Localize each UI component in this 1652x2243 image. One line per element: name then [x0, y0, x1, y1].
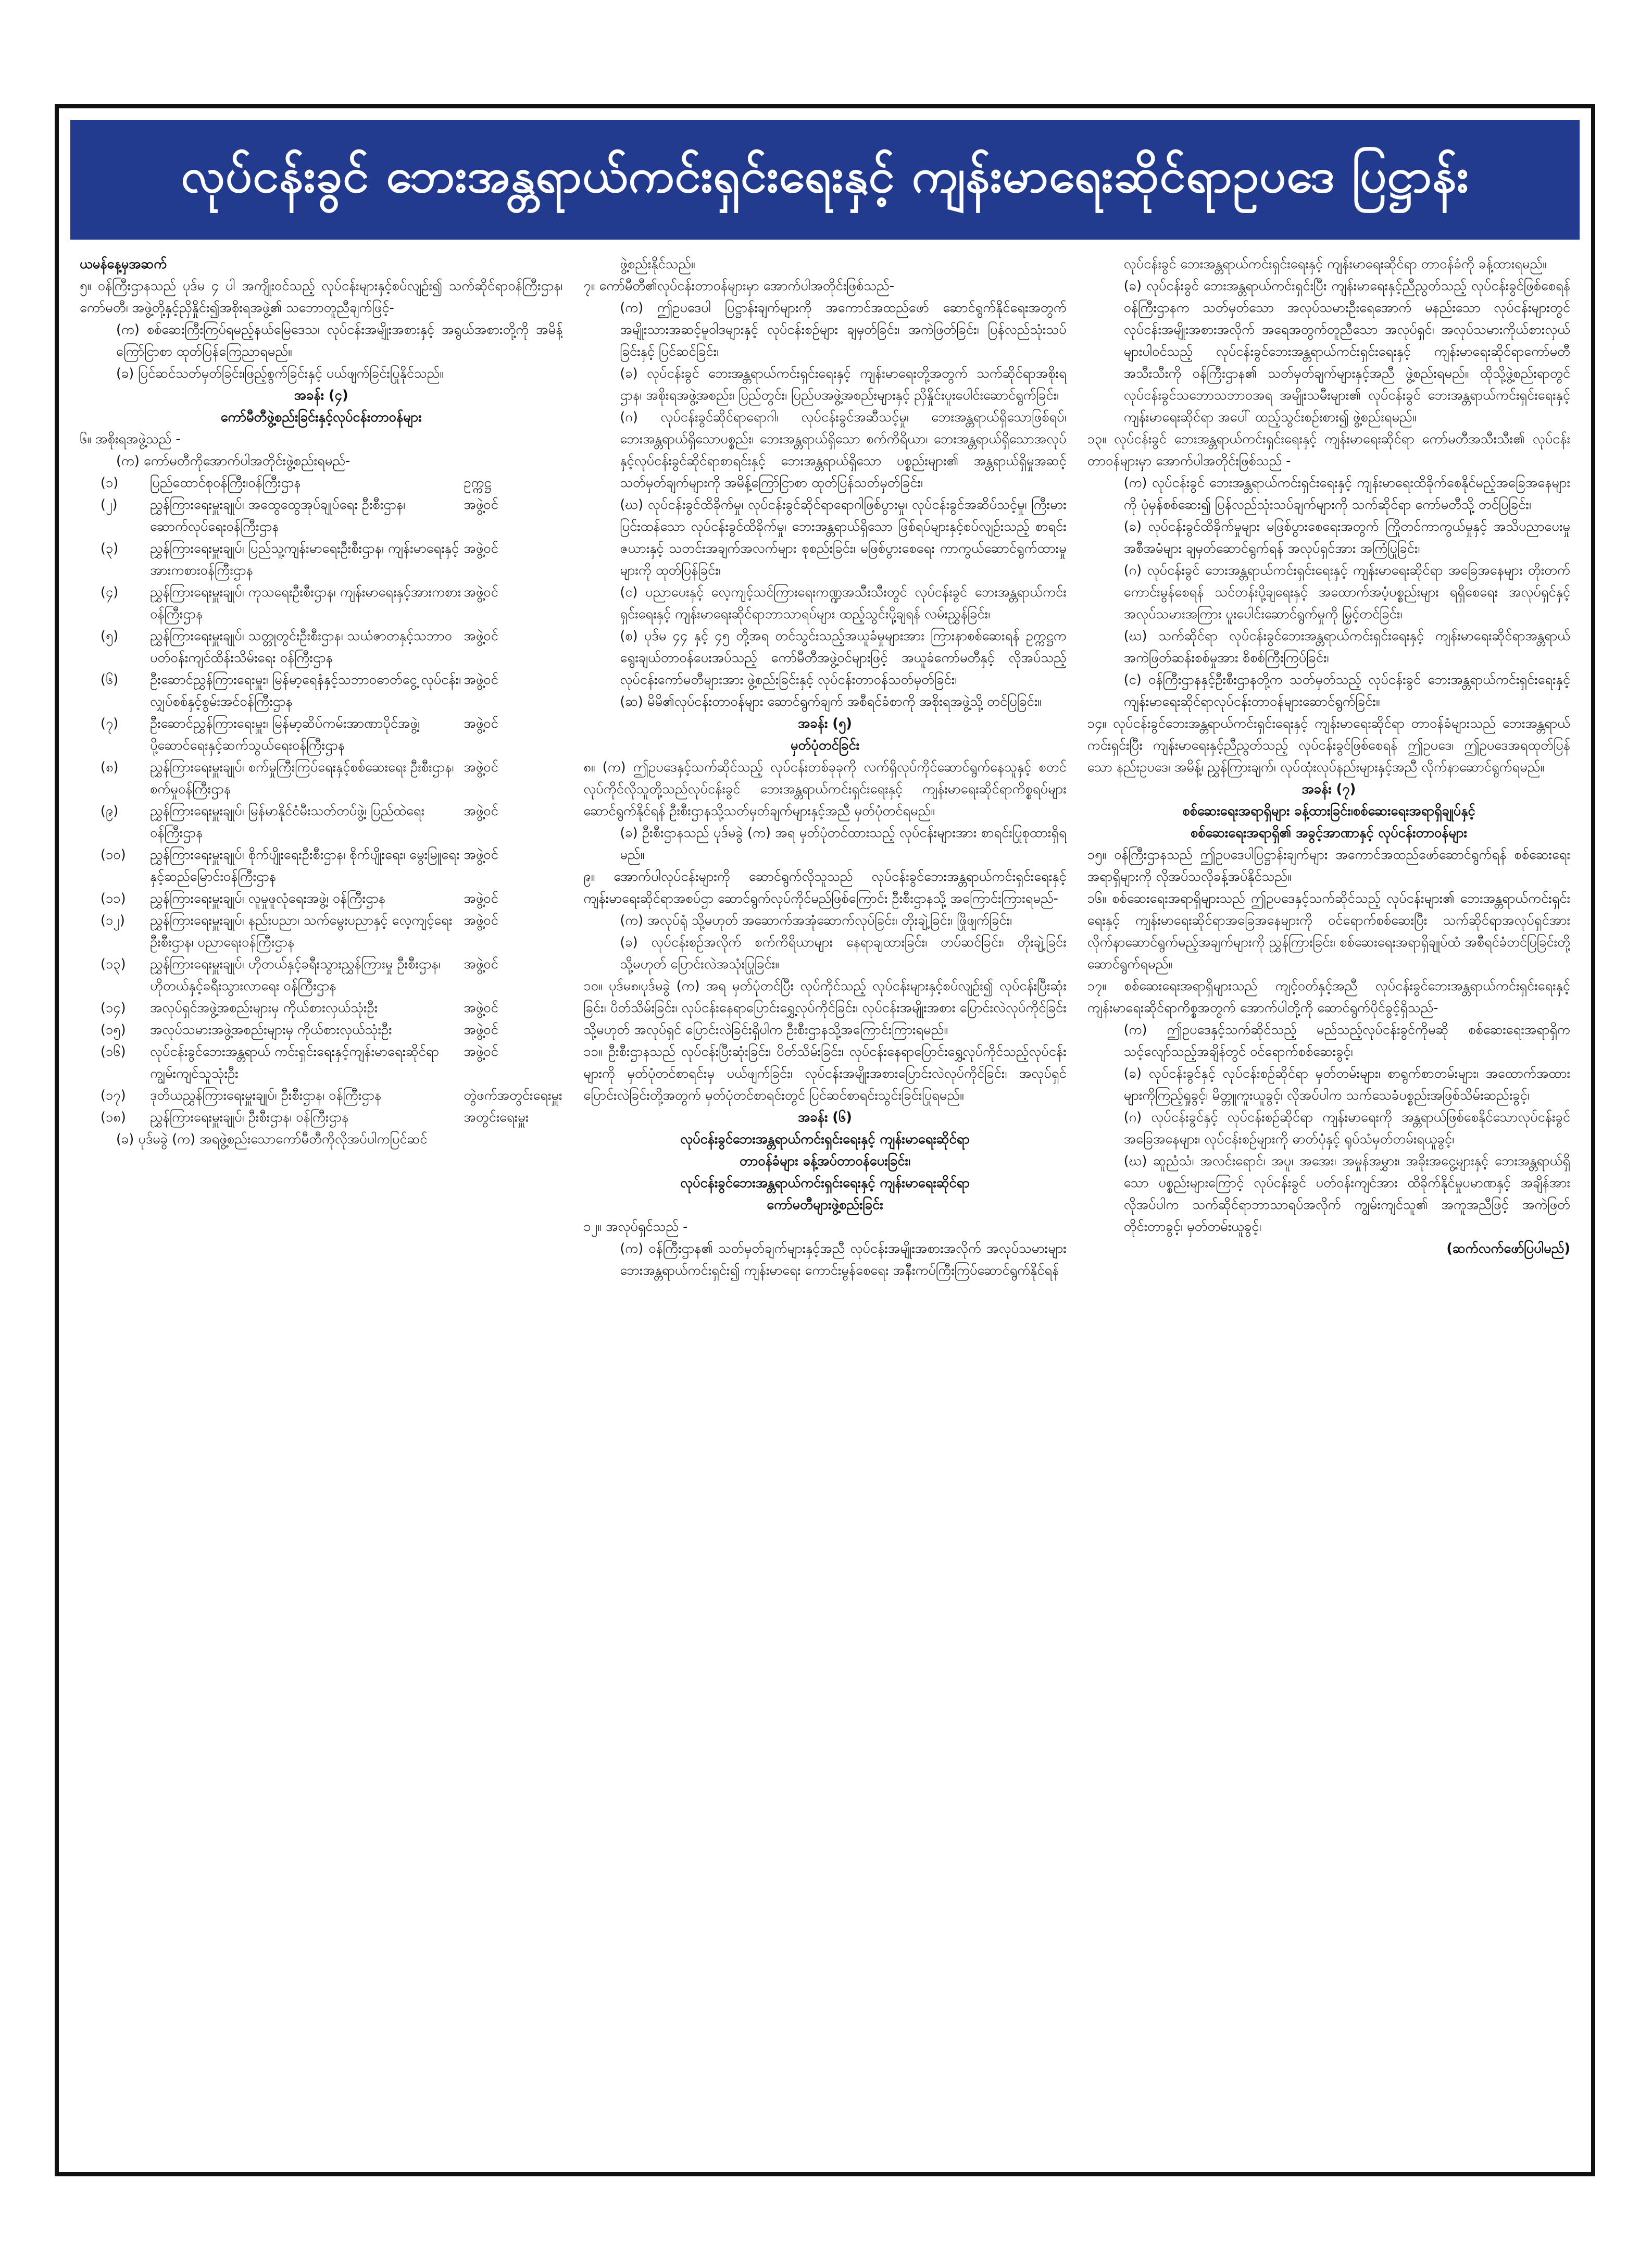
member-name: ညွှန်ကြားရေးမှူးချုပ်၊ စိုက်ပျိုးရေးဦးစီးဌာန၊ စိုက်ပျိုးရေး၊ မွေးမြူရေးနှင့်ဆည်မြောင်းဝန်ကြီးဌာန	[150, 847, 460, 884]
member-row	[80, 625, 562, 669]
member-number: (၁)	[101, 475, 119, 491]
section-14: ၁၄။ လုပ်ငန်းခွင်ဘေးအန္တရာယ်ကင်းရှင်းရေးနှင့် ကျန်းမာရေးဆိုင်ရာ တာဝန်ခံများသည် ဘေးအန္တရာယ်ကင်းရှင်းပြီး ကျန်းမာရေးနှင့်ညီညွတ်သည့် လုပ်ငန်းခွင်ဖြစ်စေရန် ဤဥပဒေ၊ ဤဥပဒေအရထုတ်ပြန်သော နည်းဥပဒေ၊ အမိန့်၊ ညွှန်ကြားချက်၊ လုပ်ထုံးလုပ်နည်းများနှင့်အညီ လိုက်နာဆောင်ရွက်ရမည်။	[1087, 716, 1570, 775]
member-role: အဖွဲ့ဝင်	[464, 672, 498, 688]
member-name: ဒုတိယညွှန်ကြားရေးမှူးချုပ်၊ ဦးစီးဌာန၊ ဝန်ကြီးဌာန	[150, 1088, 382, 1103]
member-name: ညွှန်ကြားရေးမှူးချုပ်၊ ကုသရေးဦးစီးဌာန၊ ကျန်းမာရေးနှင့်အားကစားဝန်ကြီးဌာန	[150, 584, 461, 622]
section-7a: (က) ဤဥပဒေပါ ပြဋ္ဌာန်းချက်များကို အကောင်အထည်ဖော် ဆောင်ရွက်နိုင်ရေးအတွက် အမျိုးသားအဆင့်မူဝါဒများနှင့် လုပ်ငန်းစဉ်များ ချမှတ်ခြင်း၊ အကဲဖြတ်ခြင်း၊ ပြန်လည်သုံးသပ်ခြင်းနှင့် ပြင်ဆင်ခြင်း၊	[620, 300, 1067, 359]
member-number: (၇)	[101, 716, 119, 731]
section-13: ၁၃။ လုပ်ငန်းခွင် ဘေးအန္တရာယ်ကင်းရှင်းရေးနှင့် ကျန်းမာရေးဆိုင်ရာ ကော်မတီအသီးသီး၏ လုပ်ငန်းတာဝန်များမှာ အောက်ပါအတိုင်းဖြစ်သည် -	[1087, 431, 1570, 469]
member-number: (၉)	[101, 803, 119, 819]
chapter-4-subtitle: ကော်မီတီဖွဲ့စည်းခြင်းနှင့်လုပ်ငန်းတာဝန်များ	[220, 409, 422, 425]
member-number: (၂)	[101, 497, 118, 513]
member-name: အလုပ်သမားအဖွဲ့အစည်းများမှ ကိုယ်စားလှယ်သုံးဦး	[150, 1022, 392, 1038]
member-role: အဖွဲ့ဝင်	[464, 847, 498, 863]
chapter-7-subtitle-2: စစ်ဆေးရေးအရာရှိ၏ အခွင့်အာဏာနှင့် လုပ်ငန်းတာဝန်များ	[1190, 825, 1467, 841]
section-13c: (ဂ) လုပ်ငန်းခွင် ဘေးအန္တရာယ်ကင်းရှင်းရေးနှင့် ကျန်းမာရေးဆိုင်ရာ အခြေအနေများ တိုးတက်ကောင်းမွန်စေရန် သင်တန်းပို့ချရေးနှင့် အထောက်အပံ့ပစ္စည်းများ ရရှိစေရေး အလုပ်ရှင်နှင့် အလုပ်သမားအကြား ပူးပေါင်းဆောင်ရွက်မှုကို မြှင့်တင်ခြင်း၊	[1123, 563, 1570, 622]
member-row	[80, 800, 562, 844]
member-name: ဦးဆောင်ညွှန်ကြားရေးမှူး၊ မြန်မာ့ဆိပ်ကမ်းအာဏာပိုင်အဖွဲ့၊ ပို့ဆောင်ရေးနှင့်ဆက်သွယ်ရေးဝန်ကြီးဌာန	[150, 716, 420, 753]
member-row	[80, 581, 562, 625]
committee-member-list	[80, 472, 562, 1128]
chapter-6-title: အခန်း (၆)	[798, 1110, 852, 1125]
member-name: အလုပ်ရှင်အဖွဲ့အစည်းများမှ ကိုယ်စားလှယ်သုံးဦး	[150, 1000, 378, 1016]
member-name: ညွှန်ကြားရေးမှူးချုပ်၊ စက်မှုကြီးကြပ်ရေးနှင့်စစ်ဆေးရေး ဦးစီးဌာန၊ စက်မှုဝန်ကြီးဌာန	[150, 759, 454, 797]
member-role: အဖွဲ့ဝင်	[464, 628, 498, 644]
member-role: အဖွဲ့ဝင်	[464, 759, 498, 775]
member-number: (၁၃)	[101, 956, 126, 972]
member-number: (၁၂)	[101, 913, 125, 928]
headline-banner	[70, 120, 1580, 240]
member-role: အဖွဲ့ဝင်	[464, 891, 498, 906]
section-7b: (ခ) လုပ်ငန်းခွင် ဘေးအန္တရာယ်ကင်းရှင်းရေးနှင့် ကျန်းမာရေးတို့အတွက် သက်ဆိုင်ရာအစိုးရဌာန၊ အစိုးရအဖွဲ့အစည်း၊ ပြည်တွင်း၊ ပြည်ပအဖွဲ့အစည်းများနှင့် ညှိနှိုင်းပူးပေါင်းဆောင်ရွက်ခြင်း၊	[620, 366, 1067, 403]
section-10: ၁၀။ ပုဒ်မ၈၊ပုဒ်မခွဲ (က) အရ မှတ်ပုံတင်ပြီး လုပ်ကိုင်သည့် လုပ်ငန်းများနှင့်စပ်လျဉ်း၍ လုပ်ငန်းပြီးဆုံးခြင်း၊ ပိတ်သိမ်းခြင်း၊ လုပ်ငန်းနေရာပြောင်းရွှေ့လုပ်ကိုင်ခြင်း၊ လုပ်ငန်းအမျိုးအစား ပြောင်းလဲလုပ်ကိုင်ခြင်း သို့မဟုတ် အလုပ်ရှင် ပြောင်းလဲခြင်းရှိပါက ဦးစီးဌာနသို့အကြောင်းကြားရမည်။	[583, 978, 1067, 1038]
section-13e: (င) ဝန်ကြီးဌာနနှင့်ဦးစီးဌာနတို့က သတ်မှတ်သည့် လုပ်ငန်းခွင် ဘေးအန္တရာယ်ကင်းရှင်းရေးနှင့် ကျန်းမာရေးဆိုင်ရာလုပ်ငန်းတာဝန်များဆောင်ရွက်ခြင်း။	[1123, 672, 1570, 709]
section-12b: (ခ) လုပ်ငန်းခွင် ဘေးအန္တရာယ်ကင်းရှင်းပြီး ကျန်းမာရေးနှင့်ညီညွတ်သည့် လုပ်ငန်းခွင်ဖြစ်စေရန် ဝန်ကြီးဌာနက သတ်မှတ်သော အလုပ်သမားဦးရေအောက် မနည်းသော လုပ်ငန်းများတွင် လုပ်ငန်းအမျိုးအစားအလိုက် အရေအတွက်တူညီသော အလုပ်ရှင်၊ အလုပ်သမားကိုယ်စားလှယ်များပါဝင်သည့် လုပ်ငန်းခွင်ဘေးအန္တရာယ်ကင်းရှင်းရေးနှင့် ကျန်းမာရေးဆိုင်ရာကော်မတီအသီးသီးကို ဝန်ကြီးဌာန၏ သတ်မှတ်ချက်များနှင့်အညီ ဖွဲ့စည်းရမည်။ ထိုသို့ဖွဲ့စည်းရာတွင် လုပ်ငန်းခွင်သဘောသဘာဝအရ အမျိုးသမီးများ၏ လုပ်ငန်းခွင် ဘေးအန္တရာယ်ကင်းရှင်းရေးနှင့် ကျန်းမာရေးဆိုင်ရာ အပေါ် ထည့်သွင်းစဉ်းစား၍ ဖွဲ့စည်းရမည်။	[1123, 278, 1570, 425]
member-role: အဖွဲ့ဝင်	[464, 1044, 498, 1060]
member-row	[80, 844, 562, 888]
member-number: (၅)	[101, 628, 119, 644]
section-6b-continued: ဖွဲ့စည်းနိုင်သည်။	[620, 256, 695, 272]
section-13a: (က) လုပ်ငန်းခွင် ဘေးအန္တရာယ်ကင်းရှင်းရေးနှင့် ကျန်းမာရေးထိခိုက်စေနိုင်မည့်အခြေအနေများကို ပုံမှန်စစ်ဆေး၍ ပြန်လည်သုံးသပ်ချက်များကို သက်ဆိုင်ရာ ကော်မတီသို့ တင်ပြခြင်း၊	[1123, 475, 1570, 513]
member-role: အဖွဲ့ဝင်	[464, 956, 498, 972]
section-7f: (စ) ပုဒ်မ ၄၄ နှင့် ၄၅ တို့အရ တင်သွင်းသည့်အယူခံမှုများအား ကြားနာစစ်ဆေးရန် ဥက္ကဋ္ဌက ရွေးချယ်တာဝန်ပေးအပ်သည့် ကော်မီတီအဖွဲ့ဝင်များဖြင့် အယူခံကော်မတီနှင့် လိုအပ်သည့်လုပ်ငန်းကော်မတီများအား ဖွဲ့စည်းခြင်းနှင့် လုပ်ငန်းတာဝန်သတ်မှတ်ခြင်း၊	[620, 628, 1067, 688]
member-role: အဖွဲ့ဝင်	[464, 1000, 498, 1016]
section-17: ၁၇။ စစ်ဆေးရေးအရာရှိများသည် ကျင့်ဝတ်နှင့်အညီ လုပ်ငန်းခွင်ဘေးအန္တရာယ်ကင်းရှင်းရေးနှင့် ကျန်းမာရေးဆိုင်ရာကိစ္စအတွက် အောက်ပါတို့ကို ဆောင်ရွက်ပိုင်ခွင့်ရှိသည်-	[1087, 978, 1570, 1016]
chapter-6-subtitle-4: ကော်မတီများဖွဲ့စည်းခြင်း	[767, 1197, 883, 1213]
member-name: ညွှန်ကြားရေးမှူးချုပ်၊ ဟိုတယ်နှင့်ခရီးသွားညွှန်ကြားမှု ဦးစီးဌာန၊ ဟိုတယ်နှင့်ခရီးသွားလာရေး ဝန်ကြီးဌာန	[150, 956, 441, 994]
section-7c: (ဂ) လုပ်ငန်းခွင်ဆိုင်ရာရောဂါ၊ လုပ်ငန်းခွင်အဆီသင့်မှု၊ ဘေးအန္တရာယ်ရှိသောဖြစ်ရပ်၊ ဘေးအန္တရာယ်ရှိသောပစ္စည်း၊ ဘေးအန္တရာယ်ရှိသော စက်ကိရိယာ၊ ဘေးအန္တရာယ်ရှိသောအလုပ်နှင့်လုပ်ငန်းခွင်ဆိုင်ရာစာရင်းနှင့် ဘေးအန္တရာယ်ရှိသော ပစ္စည်းများ၏ အန္တရာယ်ရှိမှုအဆင့် သတ်မှတ်ချက်များကို အမိန့်ကြော်ငြာစာ ထုတ်ပြန်သတ်မှတ်ခြင်း၊	[620, 409, 1067, 491]
section-8b: (ခ) ဦးစီးဌာနသည် ပုဒ်မခွဲ (က) အရ မှတ်ပုံတင်ထားသည့် လုပ်ငန်းများအား စာရင်းပြုစုထားရှိရမည်။	[620, 825, 1067, 863]
member-name: ညွှန်ကြားရေးမှူးချုပ်၊ ပြည်သူ့ကျန်းမာရေးဦးစီးဌာန၊ ကျန်းမာရေးနှင့်အားကစားဝန်ကြီးဌာန	[150, 541, 459, 578]
section-6a: (က) ကော်မတီကိုအောက်ပါအတိုင်းဖွဲ့စည်းရမည်-	[116, 453, 351, 469]
member-number: (၁၀)	[101, 847, 126, 863]
section-5a: (က) စစ်ဆေးကြီးကြပ်ရမည့်နယ်မြေဒေသ၊ လုပ်ငန်းအမျိုးအစားနှင့် အရွယ်အစားတို့ကို အမိန့်ကြော်ငြာစာ ထုတ်ပြန်ကြေညာရမည်။	[116, 322, 563, 359]
section-7d: (ဃ) လုပ်ငန်းခွင်ထိခိုက်မှု၊ လုပ်ငန်းခွင်ဆိုင်ရာရောဂါဖြစ်ပွားမှု၊ လုပ်ငန်းခွင်အဆိပ်သင့်မှု၊ ကြီးမားပြင်းထန်သော လုပ်ငန်းခွင်ထိခိုက်မှု၊ ဘေးအန္တရာယ်ရှိသော ဖြစ်ရပ်များနှင့်စပ်လျဉ်းသည့် စာရင်းဇယားနှင့် သတင်းအချက်အလက်များ စုစည်းခြင်း၊ မဖြစ်ပွားစေရေး ကာကွယ်ဆောင်ရွက်ထားမှုများကို ထုတ်ပြန်ခြင်း၊	[620, 497, 1067, 578]
member-role: အဖွဲ့ဝင်	[464, 803, 498, 819]
chapter-6-subtitle-1: လုပ်ငန်းခွင်ဘေးအန္တရာယ်ကင်းရှင်းရေးနှင့် ကျန်းမာရေးဆိုင်ရာ	[680, 1131, 970, 1147]
member-number: (၁၅)	[101, 1022, 126, 1038]
member-number: (၁၇)	[101, 1088, 126, 1103]
member-role: အဖွဲ့ဝင်	[464, 913, 498, 928]
member-role: အဖွဲ့ဝင်	[464, 1022, 498, 1038]
chapter-6-subtitle-2: တာဝန်ခံများ ခန့်အပ်တာဝန်ပေးခြင်း၊	[739, 1153, 911, 1169]
member-name: ပြည်ထောင်စုဝန်ကြီး၊ဝန်ကြီးဌာန	[150, 475, 301, 491]
member-name: လုပ်ငန်းခွင်ဘေးအန္တရာယ် ကင်းရှင်းရေးနှင့်ကျန်းမာရေးဆိုင်ရာ ကျွမ်းကျင်သူသုံးဦး	[150, 1044, 439, 1081]
section-9a: (က) အလုပ်ရုံ သို့မဟုတ် အဆောက်အအုံဆောက်လုပ်ခြင်း၊ တိုးချဲ့ခြင်း၊ ဖြိုဖျက်ခြင်း၊	[620, 913, 1012, 928]
section-13d: (ဃ) သက်ဆိုင်ရာ လုပ်ငန်းခွင်ဘေးအန္တရာယ်ကင်းရှင်းရေးနှင့် ကျန်းမာရေးဆိုင်ရာအန္တရာယ်အကဲဖြတ်ဆန်းစစ်မှုအား စိစစ်ကြီးကြပ်ခြင်း၊	[1123, 628, 1570, 666]
member-row	[80, 756, 562, 800]
member-row	[80, 669, 562, 713]
member-name: ညွှန်ကြားရေးမှူးချုပ်၊ ဦးစီးဌာန၊ ဝန်ကြီးဌာန	[150, 1110, 349, 1125]
member-name: ညွှန်ကြားရေးမှူးချုပ်၊ လူမှုဖူလုံရေးအဖွဲ့၊ ဝန်ကြီးဌာန	[150, 891, 385, 906]
section-9b: (ခ) လုပ်ငန်းစဉ်အလိုက် စက်ကိရိယာများ နေရာချထားခြင်း၊ တပ်ဆင်ခြင်း၊ တိုးချဲ့ခြင်း သို့မဟုတ် ပြောင်းလဲအသုံးပြုခြင်း။	[620, 934, 1067, 972]
member-name: ညွှန်ကြားရေးမှူးချုပ်၊ မြန်မာနိုင်ငံမီးသတ်တပ်ဖွဲ့၊ ပြည်ထဲရေးဝန်ကြီးဌာန	[150, 803, 425, 841]
member-role: အဖွဲ့ဝင်	[464, 584, 498, 600]
member-row	[80, 713, 562, 756]
member-role: အဖွဲ့ဝင်	[464, 716, 498, 731]
member-row	[80, 1085, 562, 1106]
member-number: (၄)	[101, 584, 119, 600]
section-16: ၁၆။ စစ်ဆေးရေးအရာရှိများသည် ဤဥပဒေနှင့်သက်ဆိုင်သည့် လုပ်ငန်းများ၏ ဘေးအန္တရာယ်ကင်းရှင်းရေးနှင့် ကျန်းမာရေးဆိုင်ရာအခြေအနေများကို ဝင်ရောက်စစ်ဆေးပြီး သက်ဆိုင်ရာအလုပ်ရှင်အား လိုက်နာဆောင်ရွက်မည့်အချက်များကို ညွှန်ကြားခြင်း၊ စစ်ဆေးရေးအရာရှိချုပ်ထံ အစီရင်ခံတင်ပြခြင်းတို့ ဆောင်ရွက်ရမည်။	[1087, 891, 1570, 972]
member-number: (၆)	[101, 672, 119, 688]
member-row	[80, 997, 562, 1019]
section-17a: (က) ဤဥပဒေနှင့်သက်ဆိုင်သည့် မည်သည့်လုပ်ငန်းခွင်ကိုမဆို စစ်ဆေးရေးအရာရှိကသင့်လျော်သည့်အချိန်တွင် ဝင်ရောက်စစ်ဆေးခွင့်၊	[1123, 1022, 1570, 1060]
member-name: ညွှန်ကြားရေးမှူးချုပ်၊ သတ္တုတွင်းဦးစီးဌာန၊ သယံဇာတနှင့်သဘာဝပတ်ဝန်းကျင်ထိန်းသိမ်းရေး ဝန်ကြီးဌာန	[150, 628, 452, 666]
page-frame	[55, 104, 1595, 2176]
section-11: ၁၁။ ဦးစီးဌာနသည် လုပ်ငန်းပြီးဆုံးခြင်း၊ ပိတ်သိမ်းခြင်း၊ လုပ်ငန်းနေရာပြောင်းရွှေ့လုပ်ကိုင်သည့်လုပ်ငန်းများကို မှတ်ပုံတင်စာရင်းမှ ပယ်ဖျက်ခြင်း၊ လုပ်ငန်းအမျိုးအစားပြောင်းလဲလုပ်ကိုင်ခြင်း၊ အလုပ်ရှင်ပြောင်းလဲခြင်းတို့အတွက် မှတ်ပုံတင်စာရင်းတွင် ပြင်ဆင်စာရင်းသွင်းခြင်းပြုရမည်။	[583, 1044, 1067, 1103]
member-role: တွဲဖက်အတွင်းရေးမှူး	[464, 1088, 562, 1103]
member-number: (၁၁)	[101, 891, 126, 906]
section-17b: (ခ) လုပ်ငန်းခွင်နှင့် လုပ်ငန်းစဉ်ဆိုင်ရာ မှတ်တမ်းများ၊ စာရွက်စာတမ်းများ၊ အထောက်အထားများကိုကြည့်ရှုခွင့်၊ မိတ္တူကူးယူခွင့်၊ လိုအပ်ပါက သက်သေခံပစ္စည်းအဖြစ်သိမ်းဆည်းခွင့်၊	[1123, 1066, 1570, 1103]
column-1	[80, 253, 562, 2157]
section-17d: (ဃ) ဆူညံသံ၊ အလင်းရောင်၊ အပူ၊ အအေး၊ အမှုန်အမွှား၊ အခိုးအငွေ့များနှင့် ဘေးအန္တရာယ်ရှိသော ပစ္စည်းများကြောင့် လုပ်ငန်းခွင် ပတ်ဝန်းကျင်အား ထိခိုက်နိုင်မှုပမာဏနှင့် အချိန်အား လိုအပ်ပါက သက်ဆိုင်ရာဘာသာရပ်အလိုက် ကျွမ်းကျင်သူ၏ အကူအညီဖြင့် အကဲဖြတ်တိုင်းတာခွင့်၊ မှတ်တမ်းယူခွင့်၊	[1123, 1153, 1570, 1235]
member-name: ညွှန်ကြားရေးမှူးချုပ်၊ အထွေထွေအုပ်ချုပ်ရေး ဦးစီးဌာန၊ ဆောက်လုပ်ရေးဝန်ကြီးဌာန	[150, 497, 406, 534]
section-12a: (က) ဝန်ကြီးဌာန၏ သတ်မှတ်ချက်များနှင့်အညီ လုပ်ငန်းအမျိုးအစားအလိုက် အလုပ်သမားများ ဘေးအန္တရာယ်ကင်းရှင်း၍ ကျန်းမာရေး ကောင်းမွန်စေရေး အနီးကပ်ကြီးကြပ်ဆောင်ရွက်နိုင်ရန်	[620, 1241, 1067, 1278]
chapter-6-subtitle-3: လုပ်ငန်းခွင်ဘေးအန္တရာယ်ကင်းရှင်းရေးနှင့် ကျန်းမာရေးဆိုင်ရာ	[680, 1175, 970, 1191]
member-name: ညွှန်ကြားရေးမှူးချုပ်၊ နည်းပညာ၊ သက်မွေးပညာနှင့် လေ့ကျင့်ရေးဦးစီးဌာန၊ ပညာရေးဝန်ကြီးဌာန	[150, 913, 453, 950]
member-name: ဦးဆောင်ညွှန်ကြားရေးမှူး၊ မြန်မာ့ရေနံနှင့်သဘာဝဓာတ်ငွေ့ လုပ်ငန်း၊ လျှပ်စစ်နှင့်စွမ်းအင်ဝန်ကြီးဌာန	[150, 672, 461, 709]
section-5: ၅။ ဝန်ကြီးဌာနသည် ပုဒ်မ ၄ ပါ အကျိုးဝင်သည့် လုပ်ငန်းများနှင့်စပ်လျဉ်း၍ သက်ဆိုင်ရာဝန်ကြီးဌာန၊ ကော်မတီ၊ အဖွဲ့တို့နှင့်ညှိနှိုင်း၍အစိုးရအဖွဲ့၏ သဘောတူညီချက်ဖြင့်-	[80, 278, 563, 316]
member-row	[80, 953, 562, 997]
section-7: ၇။ ကော်မီတီ၏လုပ်ငန်းတာဝန်များမှာ အောက်ပါအတိုင်းဖြစ်သည်-	[583, 278, 894, 294]
section-7e: (င) ပညာပေးနှင့် လေ့ကျင့်သင်ကြားရေးကဏ္ဍအသီးသီးတွင် လုပ်ငန်းခွင် ဘေးအန္တရာယ်ကင်းရှင်းရေးနှင့် ကျန်းမာရေးဆိုင်ရာဘာသာရပ်များ ထည့်သွင်းပို့ချရန် လမ်းညွှန်ခြင်း၊	[620, 584, 1067, 622]
continued-from-heading: ယမန်နေ့မှအဆက်	[80, 256, 167, 272]
chapter-5-subtitle: မှတ်ပုံတင်ခြင်း	[790, 738, 860, 753]
chapter-7-subtitle-1: စစ်ဆေးရေးအရာရှိများ ခန့်ထားခြင်း၊စစ်ဆေးရေးအရာရှိချုပ်နှင့်	[1182, 803, 1475, 819]
article-columns	[80, 253, 1570, 2157]
section-17c: (ဂ) လုပ်ငန်းခွင်နှင့် လုပ်ငန်းစဉ်ဆိုင်ရာ ကျန်းမာရေးကို အန္တရာယ်ဖြစ်စေနိုင်သောလုပ်ငန်းခွင် အခြေအနေများ၊ လုပ်ငန်းစဉ်များကို ဓာတ်ပုံနှင့် ရုပ်သံမှတ်တမ်းရယူခွင့်၊	[1123, 1110, 1570, 1147]
member-row	[80, 472, 562, 494]
section-5b: (ခ) ပြင်ဆင်သတ်မှတ်ခြင်း၊ဖြည့်စွက်ခြင်းနှင့် ပယ်ဖျက်ခြင်းပြုနိုင်သည်။	[116, 366, 444, 381]
member-role: အတွင်းရေးမှူး	[464, 1110, 529, 1125]
member-role: အဖွဲ့ဝင်	[464, 497, 498, 513]
member-row	[80, 1041, 562, 1085]
member-row	[80, 888, 562, 909]
column-2	[583, 253, 1066, 2157]
member-row	[80, 909, 562, 953]
member-row	[80, 494, 562, 538]
column-3	[1087, 253, 1570, 2157]
to-be-continued-note: (ဆက်လက်ဖော်ပြပါမည်)	[1446, 1241, 1570, 1256]
member-row	[80, 1106, 562, 1128]
section-6b: (ခ) ပုဒ်မခွဲ (က) အရဖွဲ့စည်းသောကော်မီတီကိုလိုအပ်ပါကပြင်ဆင်	[116, 1131, 428, 1147]
member-role: ဥက္ကဋ္ဌ	[464, 475, 492, 491]
headline-title: လုပ်ငန်းခွင် ဘေးအန္တရာယ်ကင်းရှင်းရေးနှင့် ကျန်းမာရေးဆိုင်ရာဥပဒေ ပြဋ္ဌာန်း	[181, 148, 1469, 203]
member-number: (၁၆)	[101, 1044, 126, 1060]
chapter-7-title: အခန်း (၇)	[1301, 781, 1356, 797]
member-number: (၁၈)	[101, 1110, 126, 1125]
member-row	[80, 538, 562, 581]
chapter-5-title: အခန်း (၅)	[798, 716, 852, 731]
section-12a-continued: လုပ်ငန်းခွင် ဘေးအန္တရာယ်ကင်းရှင်းရေးနှင့် ကျန်းမာရေးဆိုင်ရာ တာဝန်ခံကို ခန့်ထားရမည်။	[1123, 256, 1547, 272]
member-number: (၈)	[101, 759, 119, 775]
section-8: ၈။ (က) ဤဥပဒေနှင့်သက်ဆိုင်သည့် လုပ်ငန်းတစ်ခုခုကို လက်ရှိလုပ်ကိုင်ဆောင်ရွက်နေသူနှင့် စတင်လုပ်ကိုင်လိုသူတို့သည်လုပ်ငန်းခွင် ဘေးအန္တရာယ်ကင်းရှင်းရေးနှင့် ကျန်းမာရေးဆိုင်ရာကိစ္စရပ်များဆောင်ရွက်နိုင်ရန် ဦးစီးဌာနသို့သတ်မှတ်ချက်များနှင့်အညီ မှတ်ပုံတင်ရမည်။	[583, 759, 1067, 819]
section-7g: (ဆ) မိမိ၏လုပ်ငန်းတာဝန်များ ဆောင်ရွက်ချက် အစီရင်ခံစာကို အစိုးရအဖွဲ့သို့ တင်ပြခြင်း။	[620, 694, 1042, 709]
section-6: ၆။ အစိုးရအဖွဲ့သည် -	[80, 431, 181, 447]
section-12: ၁၂။ အလုပ်ရှင်သည် -	[583, 1219, 688, 1235]
member-number: (၃)	[101, 541, 119, 556]
member-role: အဖွဲ့ဝင်	[464, 541, 498, 556]
section-13b: (ခ) လုပ်ငန်းခွင်ထိခိုက်မှုများ မဖြစ်ပွားစေရေးအတွက် ကြိုတင်ကာကွယ်မှုနှင့် အသိပညာပေးမှုအစီအမံများ ချမှတ်ဆောင်ရွက်ရန် အလုပ်ရှင်အား အကြံပြုခြင်း၊	[1123, 519, 1570, 556]
chapter-4-title: အခန်း (၄)	[294, 388, 348, 403]
section-15: ၁၅။ ဝန်ကြီးဌာနသည် ဤဥပဒေပါပြဋ္ဌာန်းချက်များ အကောင်အထည်ဖော်ဆောင်ရွက်ရန် စစ်ဆေးရေးအရာရှိများကို လိုအပ်သလိုခန့်အပ်နိုင်သည်။	[1087, 847, 1570, 884]
member-number: (၁၄)	[101, 1000, 126, 1016]
member-row	[80, 1019, 562, 1041]
section-9: ၉။ အောက်ပါလုပ်ငန်းများကို ဆောင်ရွက်လိုသူသည် လုပ်ငန်းခွင်ဘေးအန္တရာယ်ကင်းရှင်းရေးနှင့် ကျန်းမာရေးဆိုင်ရာအစပ်ဌာ ဆောင်ရွက်လုပ်ကိုင်မည်ဖြစ်ကြောင်း ဦးစီးဌာနသို့ အကြောင်းကြားရမည်-	[583, 869, 1067, 906]
